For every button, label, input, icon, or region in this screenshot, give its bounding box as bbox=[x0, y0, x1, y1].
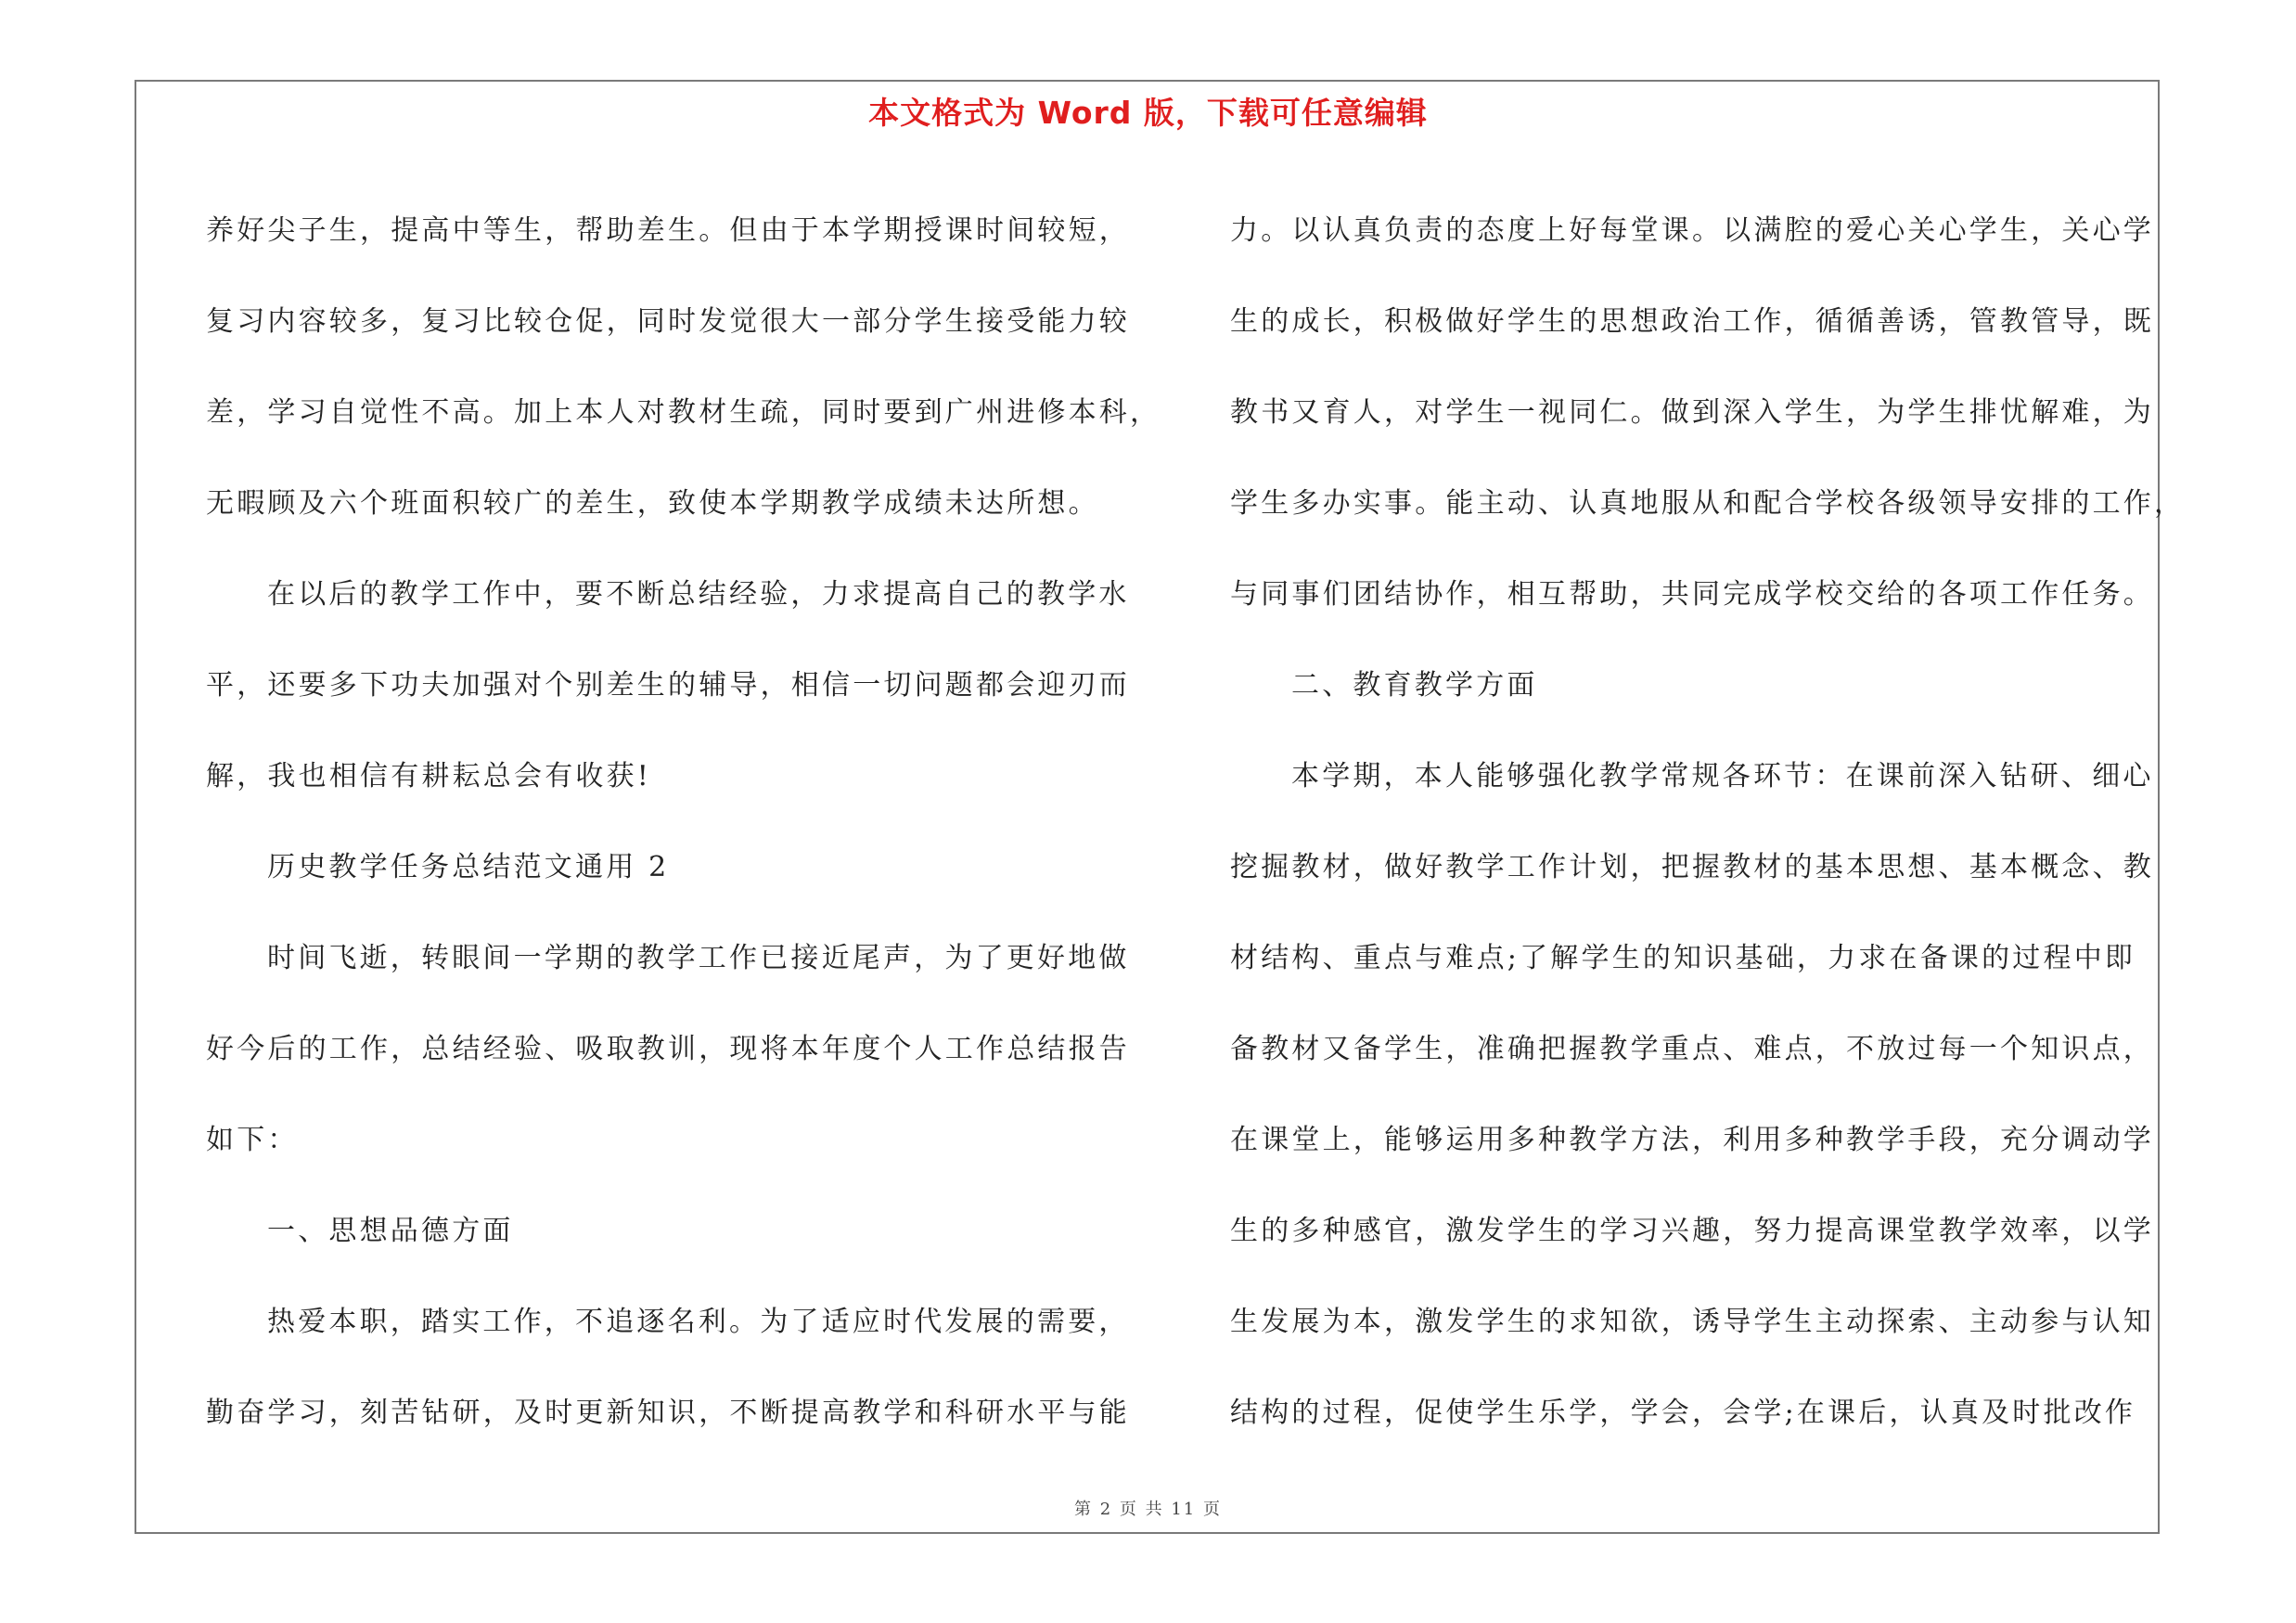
text-line: 复习内容较多，复习比较仓促，同时发觉很大一部分学生接受能力较 bbox=[206, 305, 1130, 338]
text-line: 生的成长，积极做好学生的思想政治工作，循循善诱，管教管导，既 bbox=[1230, 305, 2154, 338]
text-line: 备教材又备学生，准确把握教学重点、难点，不放过每一个知识点， bbox=[1230, 1033, 2154, 1065]
text-line: 生发展为本，激发学生的求知欲，诱导学生主动探索、主动参与认知 bbox=[1230, 1306, 2154, 1338]
text-line: 无暇顾及六个班面积较广的差生，致使本学期教学成绩未达所想。 bbox=[206, 487, 1099, 520]
text-line: 教书又育人，对学生一视同仁。做到深入学生，为学生排忧解难，为 bbox=[1230, 396, 2154, 429]
page-number-footer: 第 2 页 共 11 页 bbox=[1074, 1500, 1222, 1519]
text-line: 在以后的教学工作中，要不断总结经验，力求提高自己的教学水 bbox=[267, 578, 1130, 611]
text-line: 结构的过程，促使学生乐学，学会，会学;在课后，认真及时批改作 bbox=[1230, 1397, 2136, 1429]
text-line: 力。以认真负责的态度上好每堂课。以满腔的爱心关心学生，关心学 bbox=[1230, 214, 2154, 247]
right-text-column bbox=[1230, 186, 2186, 1459]
text-line: 勤奋学习，刻苦钻研，及时更新知识，不断提高教学和科研水平与能 bbox=[206, 1397, 1130, 1429]
text-line: 时间飞逝，转眼间一学期的教学工作已接近尾声，为了更好地做 bbox=[267, 942, 1130, 974]
text-line: 学生多办实事。能主动、认真地服从和配合学校各级领导安排的工作， bbox=[1230, 487, 2186, 520]
text-line: 生的多种感官，激发学生的学习兴趣，努力提高课堂教学效率，以学 bbox=[1230, 1215, 2154, 1247]
text-line: 材结构、重点与难点;了解学生的知识基础，力求在备课的过程中即 bbox=[1230, 942, 2136, 974]
word-format-banner: 本文格式为 Word 版，下载可任意编辑 bbox=[868, 95, 1428, 131]
text-line: 如下： bbox=[206, 1124, 299, 1156]
text-line: 养好尖子生，提高中等生，帮助差生。但由于本学期授课时间较短， bbox=[206, 214, 1130, 247]
text-line: 解，我也相信有耕耘总会有收获! bbox=[206, 760, 652, 792]
section-title: 历史教学任务总结范文通用 2 bbox=[267, 851, 670, 883]
text-line: 本学期，本人能够强化教学常规各环节：在课前深入钻研、细心 bbox=[1291, 760, 2154, 792]
text-line: 挖掘教材，做好教学工作计划，把握教材的基本思想、基本概念、教 bbox=[1230, 851, 2154, 883]
text-line: 在课堂上，能够运用多种教学方法，利用多种教学手段，充分调动学 bbox=[1230, 1124, 2154, 1156]
section-heading: 二、教育教学方面 bbox=[1291, 669, 1538, 702]
text-line: 与同事们团结协作，相互帮助，共同完成学校交给的各项工作任务。 bbox=[1230, 578, 2154, 611]
left-text-column bbox=[206, 186, 1161, 1459]
text-line: 热爱本职，踏实工作，不追逐名利。为了适应时代发展的需要， bbox=[267, 1306, 1130, 1338]
text-line: 好今后的工作，总结经验、吸取教训，现将本年度个人工作总结报告 bbox=[206, 1033, 1130, 1065]
section-heading: 一、思想品德方面 bbox=[267, 1215, 514, 1247]
text-line: 平，还要多下功夫加强对个别差生的辅导，相信一切问题都会迎刃而 bbox=[206, 669, 1130, 702]
text-line: 差，学习自觉性不高。加上本人对教材生疏，同时要到广州进修本科， bbox=[206, 396, 1161, 429]
